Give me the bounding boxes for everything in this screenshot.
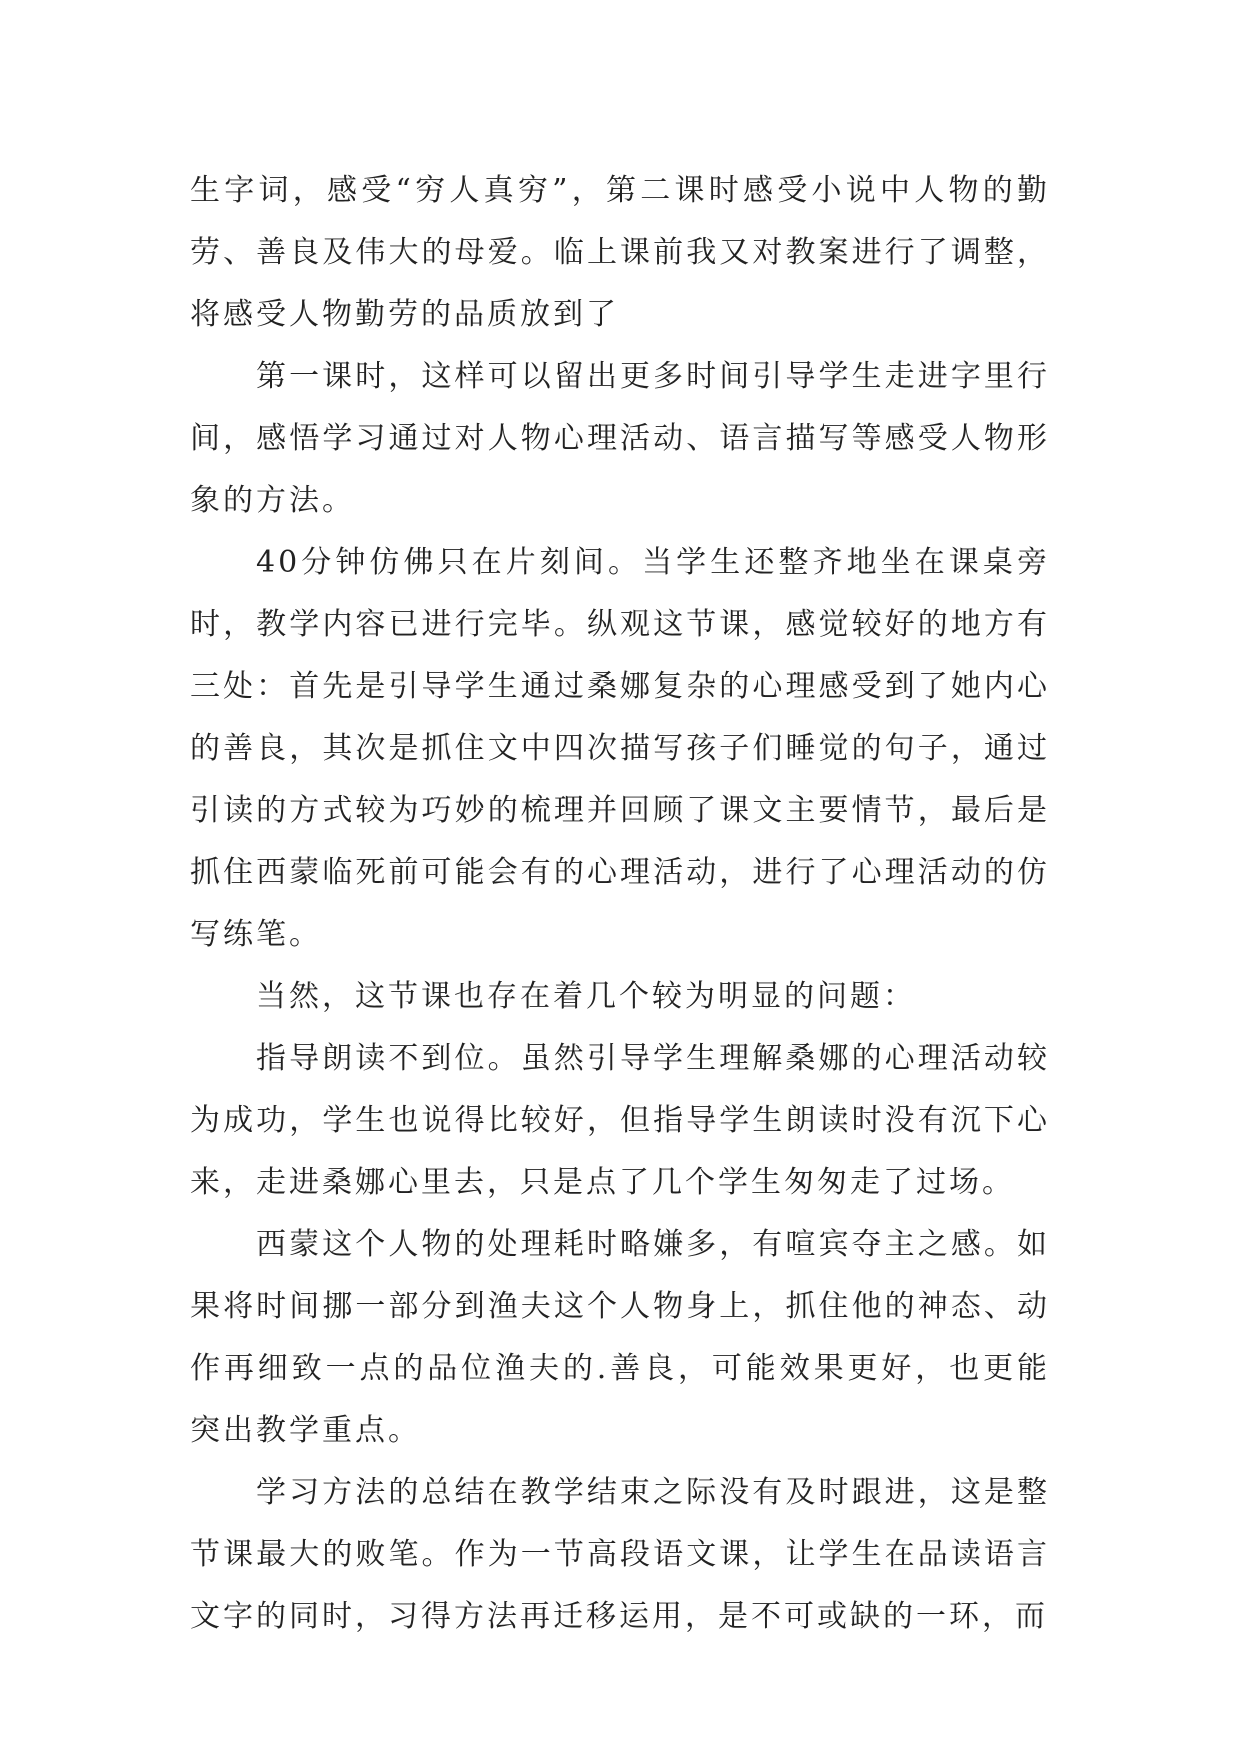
paragraph-4: 当然，这节课也存在着几个较为明显的问题： — [256, 979, 916, 1014]
paragraph-6: 西蒙这个人物的处理耗时略嫌多，有喧宾夺主之感。如果将时间挪一部分到渔夫这个人物身上，抓住他的神态、动作再细致一点的品位渔夫的.善良，可能效果更好，也更能突出教学重点。 — [190, 1227, 1050, 1448]
paragraph-7: 学习方法的总结在教学结束之际没有及时跟进，这是整节课最大的败笔。作为一节高段语文课，让学生在品读语言文字的同时，习得方法再迁移运用，是不可或缺的一环，而 — [190, 1475, 1050, 1634]
paragraph-1: 生字词，感受“穷人真穷”，第二课时感受小说中人物的勤劳、善良及伟大的母爱。临上课前我又对教案进行了调整，将感受人物勤劳的品质放到了 — [190, 173, 1050, 332]
paragraph-5: 指导朗读不到位。虽然引导学生理解桑娜的心理活动较为成功，学生也说得比较好，但指导学生朗读时没有沉下心来，走进桑娜心里去，只是点了几个学生匆匆走了过场。 — [190, 1041, 1050, 1200]
paragraph-3: 40分钟仿佛只在片刻间。当学生还整齐地坐在课桌旁时，教学内容已进行完毕。纵观这节课，感觉较好的地方有三处：首先是引导学生通过桑娜复杂的心理感受到了她内心的善良，其次是抓住文中四次描写孩子们睡觉的句子，通过引读的方式较为巧妙的梳理并回顾了课文主要情节，最后是抓住西蒙临死前可能会有的心理活动，进行了心理活动的仿写练笔。 — [190, 545, 1050, 952]
paragraph-2: 第一课时，这样可以留出更多时间引导学生走进字里行间，感悟学习通过对人物心理活动、语言描写等感受人物形象的方法。 — [190, 359, 1050, 518]
document-body — [190, 160, 1050, 1648]
